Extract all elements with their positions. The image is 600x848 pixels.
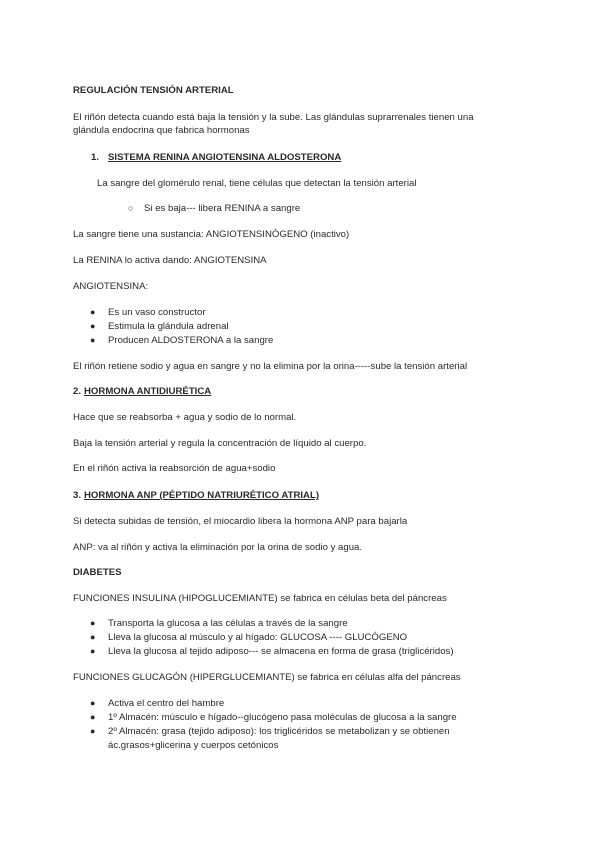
bullet-icon: ● <box>90 321 96 331</box>
bullet-icon: ● <box>90 618 96 628</box>
list-item: Lleva la glucosa al tejido adiposo--- se almacena en forma de grasa (triglicéridos) <box>108 646 454 657</box>
bullet-icon: ● <box>90 307 96 317</box>
list-item: Estimula la glándula adrenal <box>108 321 229 332</box>
list-item: Si es baja--- libera RENINA a sangre <box>144 203 301 214</box>
heading-regulacion: REGULACIÓN TENSIÓN ARTERIAL <box>73 85 234 96</box>
list-item: Producen ALDOSTERONA a la sangre <box>108 335 274 346</box>
heading-diabetes: DIABETES <box>73 567 122 578</box>
heading-number: 2. <box>73 386 82 397</box>
paragraph: glándula endocrina que fabrica hormonas <box>73 125 250 136</box>
bullet-icon: ● <box>90 726 96 736</box>
bullet-icon: ● <box>90 712 96 722</box>
bullet-icon: ● <box>90 698 96 708</box>
paragraph: FUNCIONES INSULINA (HIPOGLUCEMIANTE) se fabrica en células beta del páncreas <box>73 593 447 604</box>
paragraph: La RENINA lo activa dando: ANGIOTENSINA <box>73 255 267 266</box>
paragraph: El riñón retiene sodio y agua en sangre y no la elimina por la orina-----sube la tensión arterial <box>73 361 468 372</box>
list-item: Es un vaso constructor <box>108 307 206 318</box>
paragraph: El riñón detecta cuando está baja la tensión y la sube. Las glándulas suprarrenales tienen una <box>73 112 474 123</box>
heading-antidiuretica: HORMONA ANTIDIURÉTICA <box>84 386 212 397</box>
paragraph: Baja la tensión arterial y regula la concentración de líquido al cuerpo. <box>73 438 367 449</box>
list-item: Transporta la glucosa a las células a través de la sangre <box>108 618 348 629</box>
list-item: Activa el centro del hambre <box>108 698 225 709</box>
bullet-icon: ● <box>90 646 96 656</box>
paragraph: La sangre del glomérulo renal, tiene células que detectan la tensión arterial <box>97 178 417 189</box>
paragraph: ANGIOTENSINA: <box>73 281 149 292</box>
list-item: 2º Almacén: grasa (tejido adiposo): los triglicéridos se metabolizan y se obtienen <box>108 726 450 737</box>
heading-number: 3. <box>73 490 82 501</box>
list-item-continuation: ác.grasos+glicerina y cuerpos cetónicos <box>108 740 279 751</box>
circle-bullet-icon: ○ <box>128 203 134 213</box>
heading-anp: HORMONA ANP (PÉPTIDO NATRIURÉTICO ATRIAL) <box>84 490 320 501</box>
heading-renina: SISTEMA RENINA ANGIOTENSINA ALDOSTERONA <box>108 152 342 163</box>
heading-number: 1. <box>91 152 100 163</box>
paragraph: FUNCIONES GLUCAGÓN (HIPERGLUCEMIANTE) se fabrica en células alfa del páncreas <box>73 672 461 683</box>
paragraph: Si detecta subidas de tensión, el miocardio libera la hormona ANP para bajarla <box>73 516 408 527</box>
paragraph: En el riñón activa la reabsorción de agua+sodio <box>73 463 276 474</box>
paragraph: Hace que se reabsorba + agua y sodio de lo normal. <box>73 412 297 423</box>
bullet-icon: ● <box>90 335 96 345</box>
paragraph: La sangre tiene una sustancia: ANGIOTENSINÓGENO (inactivo) <box>73 229 350 240</box>
list-item: Lleva la glucosa al músculo y al hígado: GLUCOSA ---- GLUCÓGENO <box>108 632 408 643</box>
list-item: 1º Almacén: músculo e hígado--glucógeno pasa moléculas de glucosa a la sangre <box>108 712 457 723</box>
paragraph: ANP: va al riñón y activa la eliminación por la orina de sodio y agua. <box>73 542 363 553</box>
bullet-icon: ● <box>90 632 96 642</box>
